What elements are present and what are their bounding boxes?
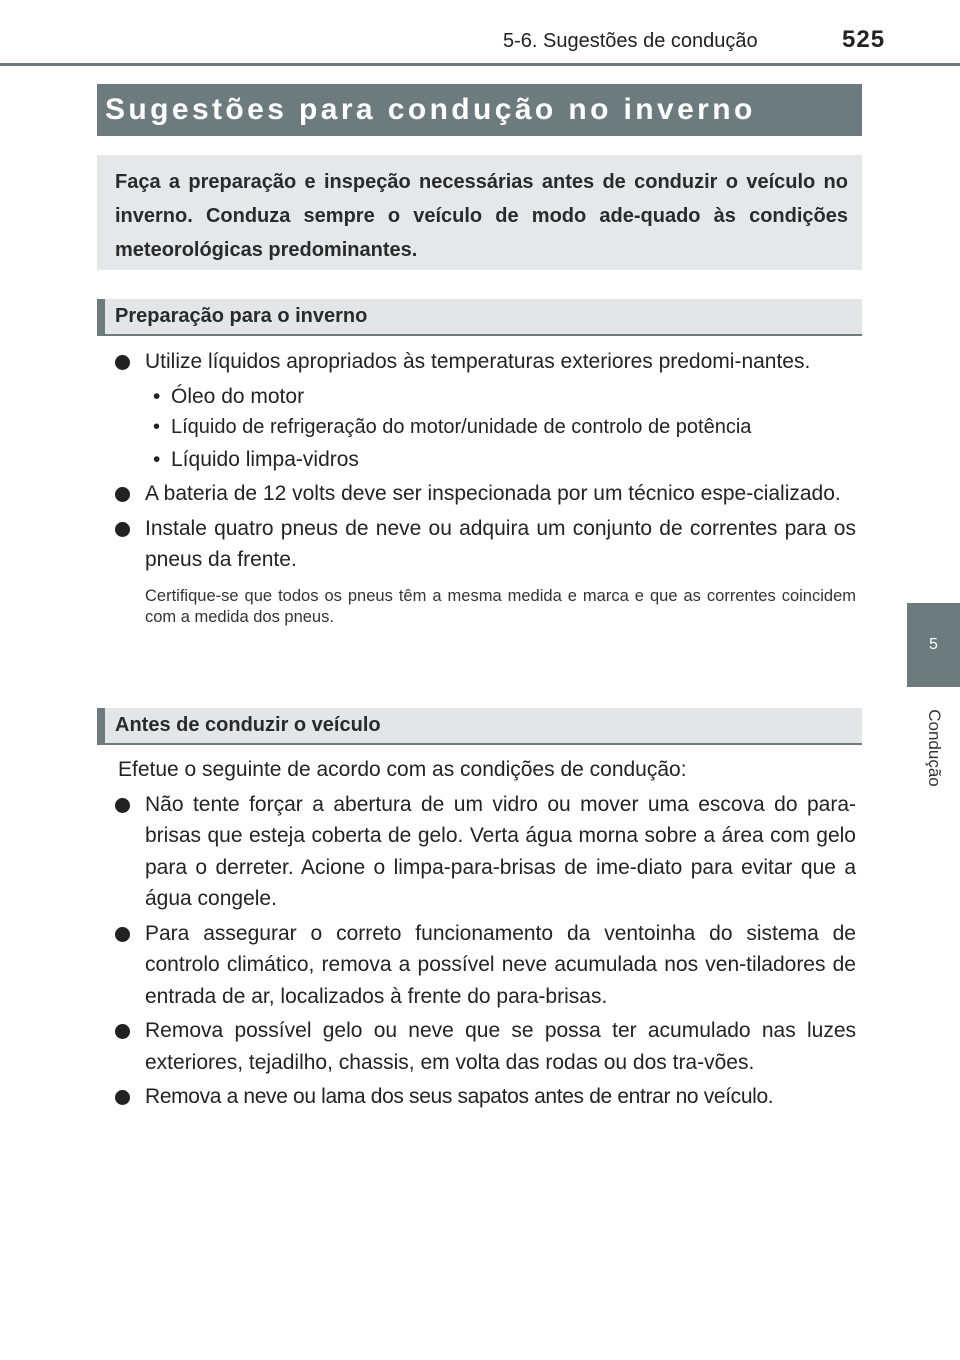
chapter-tab-number: 5 <box>929 636 938 653</box>
sub-list-item <box>115 381 856 413</box>
bullet-icon <box>115 1090 130 1105</box>
small-bullet-icon: • <box>153 416 161 438</box>
sub-list-item-text: Líquido limpa-vidros <box>171 447 359 471</box>
note-text: Certifique-se que todos os pneus têm a mesma medida e marca e que as correntes coincidem com a medida dos pneus. <box>145 586 856 626</box>
chapter-tab-label <box>912 698 956 798</box>
small-bullet-icon: • <box>153 384 161 408</box>
chapter-tab[interactable] <box>907 603 960 687</box>
header-section-title: 5-6. Sugestões de condução <box>503 30 758 52</box>
section-heading-winter-prep <box>97 299 862 336</box>
bullet-icon <box>115 522 130 537</box>
bullet-icon <box>115 355 130 370</box>
small-bullet-icon: • <box>153 447 161 471</box>
list-item <box>115 918 856 1013</box>
list-item <box>115 478 856 510</box>
bullet-icon <box>115 1024 130 1039</box>
sub-list-item-text: Líquido de refrigeração do motor/unidade de controlo de potência <box>171 416 752 438</box>
list-item <box>115 346 856 378</box>
winter-prep-content <box>115 346 856 628</box>
bullet-icon <box>115 487 130 502</box>
list-item-text: Para assegurar o correto funcionamento da ventoinha do sistema de controlo climático, remova a possível neve acumulada nos ven-tiladores de entrada de ar, localizados à frente do para-brisas. <box>145 921 856 1008</box>
list-item <box>115 513 856 576</box>
list-item-text: Remova possível gelo ou neve que se possa ter acumulado nas luzes exteriores, tejadilho, chassis, em volta das rodas ou dos tra-vões. <box>145 1019 856 1074</box>
section-lead-text: Efetue o seguinte de acordo com as condições de condução: <box>118 758 687 781</box>
header-divider <box>0 63 960 66</box>
section-heading-before-driving <box>97 708 862 745</box>
list-item <box>115 1015 856 1078</box>
page-title <box>97 84 862 136</box>
sub-list-item <box>115 412 856 444</box>
list-item <box>115 1081 856 1113</box>
before-driving-content <box>115 754 856 1116</box>
sub-list-item <box>115 444 856 476</box>
section-heading-text: Antes de conduzir o veículo <box>115 714 381 736</box>
list-item-text: Utilize líquidos apropriados às temperaturas exteriores predomi-nantes. <box>145 350 811 373</box>
bullet-icon <box>115 798 130 813</box>
bullet-icon <box>115 927 130 942</box>
list-item-text: Instale quatro pneus de neve ou adquira um conjunto de correntes para os pneus da frente. <box>145 516 856 571</box>
page-title-text: Sugestões para condução no inverno <box>105 93 756 126</box>
page-number: 525 <box>842 26 886 53</box>
sub-list-item-text: Óleo do motor <box>171 384 305 408</box>
section-heading-text: Preparação para o inverno <box>115 305 368 327</box>
list-item-text: Não tente forçar a abertura de um vidro ou mover uma escova do para-brisas que esteja coberta de gelo. Verta água morna sobre a área com gelo para o derreter. Acione o limpa-para-brisas de ime-diato para evitar que a água congele. <box>145 792 856 910</box>
list-item <box>115 789 856 915</box>
intro-text: Faça a preparação e inspeção necessárias antes de conduzir o veículo no inverno. Conduza sempre o veículo de modo ade-quado às condições meteorológicas predominantes. <box>115 171 848 261</box>
list-item-text: A bateria de 12 volts deve ser inspecionada por um técnico espe-cializado. <box>145 482 841 505</box>
intro-box <box>97 155 862 270</box>
chapter-tab-label-text: Condução <box>925 709 945 787</box>
list-item-text: Remova a neve ou lama dos seus sapatos antes de entrar no veículo. <box>145 1085 774 1108</box>
